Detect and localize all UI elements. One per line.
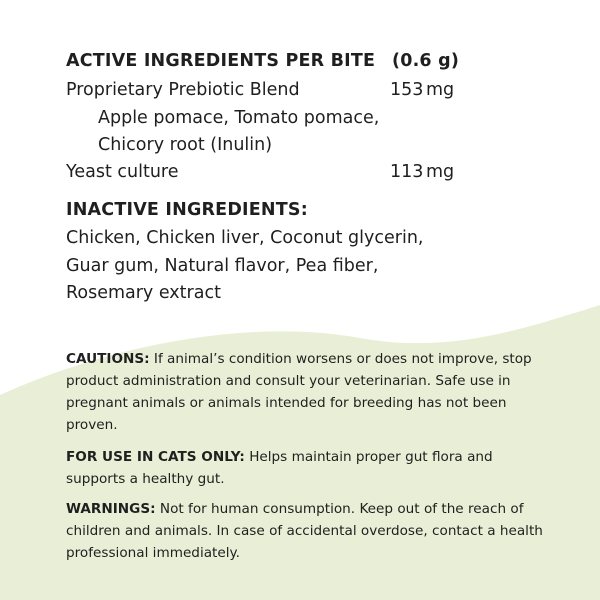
cautions-paragraph xyxy=(66,348,546,436)
use-paragraph xyxy=(66,446,546,490)
blend-components-line: Apple pomace, Tomato pomace, xyxy=(98,108,380,128)
serving-size: (0.6 g) xyxy=(392,51,460,71)
use-label: FOR USE IN CATS ONLY: xyxy=(66,449,245,465)
warnings-label: WARNINGS: xyxy=(66,501,156,517)
cautions-label: CAUTIONS: xyxy=(66,351,150,367)
warnings-text: Not for human consumption. Keep out of the reach of children and animals. In case of accidental overdose, contact a health professional immediately. xyxy=(66,501,543,561)
ingredient-amount: 153 xyxy=(390,80,424,100)
ingredient-unit: mg xyxy=(426,80,455,100)
cautions-text: If animal’s condition worsens or does not improve, stop product administration and consult your veterinarian. Safe use in pregnant animals or animals intended for breeding has not been proven. xyxy=(66,351,532,433)
inactive-ingredients-line: Chicken, Chicken liver, Coconut glycerin, xyxy=(66,228,424,248)
active-ingredients-heading: ACTIVE INGREDIENTS PER BITE xyxy=(66,51,376,71)
use-text: Helps maintain proper gut flora and supports a healthy gut. xyxy=(66,449,493,487)
ingredient-name: Proprietary Prebiotic Blend xyxy=(66,80,300,100)
ingredient-name: Yeast culture xyxy=(66,162,179,182)
blend-components-line: Chicory root (Inulin) xyxy=(98,135,273,155)
warnings-paragraph xyxy=(66,498,546,564)
inactive-ingredients-line: Rosemary extract xyxy=(66,283,221,303)
inactive-ingredients-line: Guar gum, Natural flavor, Pea fiber, xyxy=(66,256,379,276)
ingredient-unit: mg xyxy=(426,162,455,182)
inactive-ingredients-heading: INACTIVE INGREDIENTS: xyxy=(66,200,308,220)
ingredient-amount: 113 xyxy=(390,162,424,182)
